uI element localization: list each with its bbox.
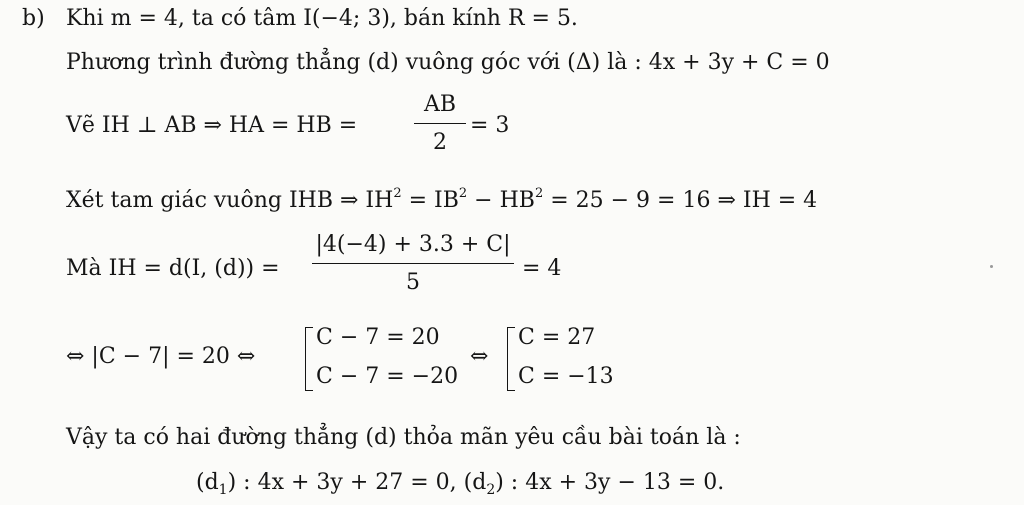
part-label: b) bbox=[22, 6, 45, 31]
fraction-denominator: 2 bbox=[433, 130, 447, 155]
system-1-row-1: C − 7 = 20 bbox=[316, 325, 440, 350]
line-final-equations: $(d_1)$ : 4x + 3y + 27 = 0, $(d_2)$ : 4x + 3y − 13 = 0. bbox=[196, 470, 725, 498]
scan-speck bbox=[990, 265, 993, 268]
system-1-row-2: C − 7 = −20 bbox=[316, 364, 459, 389]
system-2-row-1: C = 27 bbox=[518, 325, 596, 350]
system-2-row-2: C = −13 bbox=[518, 364, 614, 389]
line-ih-result: = 3 bbox=[470, 113, 510, 138]
fraction-ab-over-2 bbox=[414, 92, 466, 155]
line-center-radius: Khi m = 4, ta có tâm I(−4; 3), bán kính R = 5. bbox=[66, 6, 578, 31]
system-bracket-2 bbox=[507, 327, 515, 391]
line-right-triangle: Xét tam giác vuông IHB ⇒ $IH^2 = IB^2 - HB^2 = 25 - 9 = 16$ ⇒ IH = 4 bbox=[66, 186, 818, 213]
line-perpendicular-equation: Phương trình đường thẳng (d) vuông góc với (Δ) là : 4x + 3y + C = 0 bbox=[66, 50, 830, 75]
line-ih-perpendicular: Vẽ IH ⊥ AB ⇒ HA = HB = bbox=[66, 113, 358, 138]
fraction-bar bbox=[414, 123, 466, 124]
fraction-denominator: 5 bbox=[406, 270, 420, 295]
fraction-numerator: |4(−4) + 3.3 + C| bbox=[315, 232, 511, 257]
line-conclusion: Vậy ta có hai đường thẳng (d) thỏa mãn yêu cầu bài toán là : bbox=[66, 425, 741, 450]
line-distance-result: = 4 bbox=[522, 256, 562, 281]
line-abs-equation: ⇔ |C − 7| = 20 ⇔ bbox=[66, 344, 256, 369]
fraction-numerator: AB bbox=[423, 92, 457, 117]
fraction-distance bbox=[312, 232, 514, 295]
system-bracket-1 bbox=[305, 327, 313, 391]
equivalence-arrow: ⇔ bbox=[470, 344, 489, 369]
fraction-bar bbox=[312, 263, 514, 264]
line-distance: Mà IH = d(I, (d)) = bbox=[66, 256, 280, 281]
